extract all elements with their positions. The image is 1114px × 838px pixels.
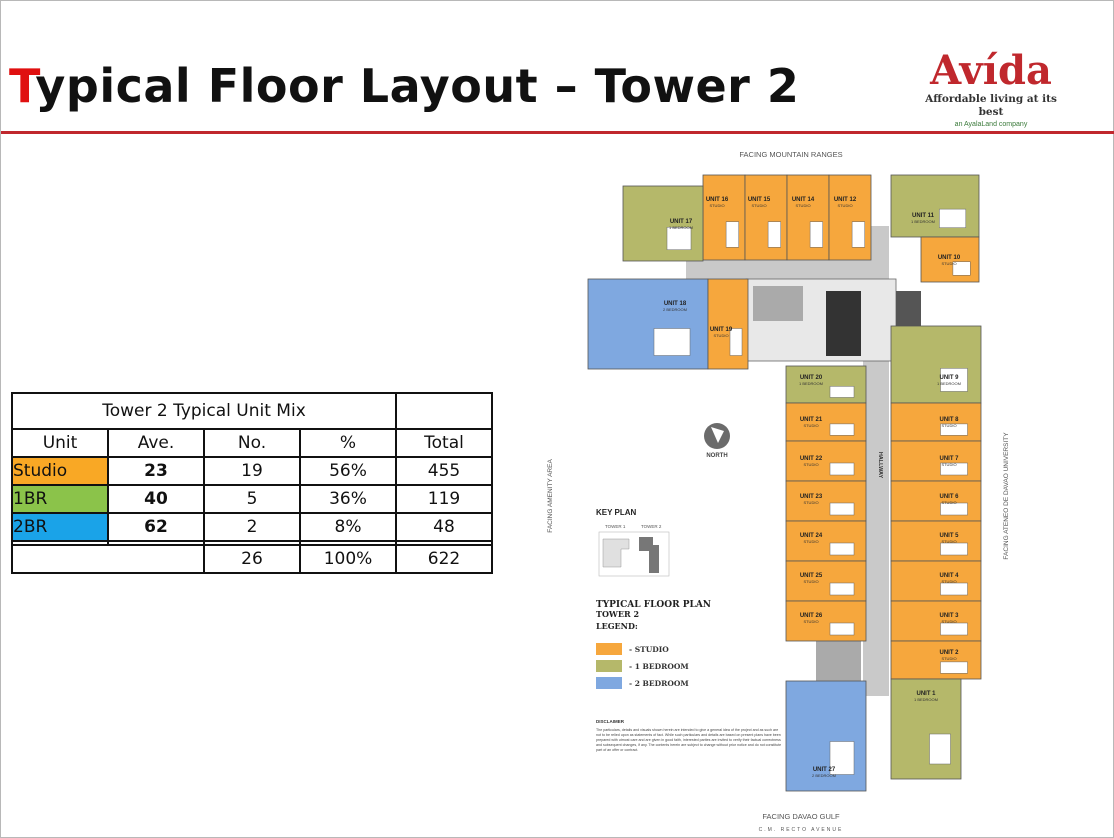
facing-left-label: FACING AMENITY AREA	[547, 459, 554, 533]
unit-type: STUDIO	[803, 462, 819, 467]
unit-type: STUDIO	[837, 203, 853, 208]
key-plan-tower2: TOWER 2	[641, 524, 662, 529]
unit-type: STUDIO	[941, 261, 957, 266]
table-row	[12, 513, 492, 541]
unit-type: STUDIO	[941, 462, 957, 467]
legend-label-1br: - 1 BEDROOM	[629, 662, 689, 671]
title-rest: ypical Floor Layout – Tower 2	[35, 59, 800, 113]
page-title	[9, 59, 799, 113]
toilet-bath	[830, 623, 854, 635]
cell-ave: 62	[108, 513, 204, 541]
elevator-core	[826, 291, 861, 356]
unit-name: UNIT 14	[791, 197, 815, 203]
unit-type: STUDIO	[713, 333, 729, 338]
unit-name: UNIT 8	[939, 417, 959, 423]
toilet-bath	[941, 623, 968, 635]
unit-type: 2 BEDROOM	[811, 773, 837, 778]
legend-swatch-studio	[596, 643, 622, 655]
unit-type: 2 BEDROOM	[662, 307, 688, 312]
unit-name: UNIT 10	[937, 255, 961, 261]
unit-name: UNIT 2	[939, 650, 959, 656]
unit-name: UNIT 24	[799, 533, 823, 539]
table-totals-row	[12, 545, 492, 573]
toilet-bath	[810, 222, 823, 248]
unit-mix-table	[11, 392, 493, 574]
cell-total-no: 26	[204, 545, 300, 573]
legend-label-studio: - STUDIO	[629, 645, 669, 654]
disclaimer-text: The particulars, details and visuals shown herein are intended to give a general idea of the project and as such are not to be relied upon as statements of fact. While such particulars and details are based on present plans have been prepared with utmost care and are given in good faith, interested parties are invited to verify their factual correctness and subsequent changes, if any. The contents herein are subject to change without prior notice and do not constitute part of an offer or contract.	[596, 728, 782, 752]
logo-subline: an AyalaLand company	[954, 121, 1028, 128]
unit-type: STUDIO	[941, 619, 957, 624]
legend-title: LEGEND:	[596, 621, 638, 631]
toilet-bath	[768, 222, 781, 248]
unit-name: UNIT 21	[799, 417, 823, 423]
table-row	[12, 457, 492, 485]
disclaimer-title: DISCLAIMER	[596, 719, 624, 724]
unit-name: UNIT 15	[747, 197, 771, 203]
toilet-bath	[941, 543, 968, 555]
title-divider	[1, 131, 1114, 134]
toilet-bath	[939, 209, 965, 228]
cell-totals-label	[12, 545, 204, 573]
cell-pct: 36%	[300, 485, 396, 513]
disclaimer-box	[596, 728, 784, 780]
unit-type: STUDIO	[803, 579, 819, 584]
table-header-row	[12, 429, 492, 457]
stair-bottom	[816, 641, 861, 681]
hallway-label: HALLWAY	[877, 451, 883, 479]
cell-ave: 40	[108, 485, 204, 513]
toilet-bath	[852, 222, 865, 248]
header-total: Total	[396, 429, 492, 457]
unit-name: UNIT 12	[833, 197, 857, 203]
toilet-bath	[667, 225, 694, 250]
plan-subtitle: TOWER 2	[596, 609, 640, 619]
header-unit: Unit	[12, 429, 108, 457]
unit-name: UNIT 19	[709, 327, 733, 333]
cell-unit: Studio	[12, 457, 108, 485]
key-plan-title: KEY PLAN	[596, 508, 637, 517]
unit-name: UNIT 17	[669, 219, 693, 225]
floor-plan	[541, 141, 1061, 837]
unit-name: UNIT 7	[939, 456, 959, 462]
unit-type: 1 BEDROOM	[910, 219, 936, 224]
unit-name: UNIT 23	[799, 494, 823, 500]
stair-top	[753, 286, 803, 321]
legend-swatch-2br	[596, 677, 622, 689]
cell-total: 455	[396, 457, 492, 485]
cell-no: 5	[204, 485, 300, 513]
facing-bottom-label: FACING DAVAO GULF	[762, 812, 840, 821]
north-label: NORTH	[706, 453, 728, 459]
key-plan-tower1: TOWER 1	[605, 524, 626, 529]
unit-type: STUDIO	[941, 656, 957, 661]
table-row	[12, 485, 492, 513]
key-plan-tower2-shape	[639, 537, 659, 573]
cell-ave: 23	[108, 457, 204, 485]
unit-type: STUDIO	[941, 423, 957, 428]
unit-name: UNIT 22	[799, 456, 823, 462]
unit-type: STUDIO	[941, 579, 957, 584]
cell-total-total: 622	[396, 545, 492, 573]
unit-name: UNIT 9	[939, 375, 959, 381]
unit-name: UNIT 26	[799, 613, 823, 619]
cell-total-pct: 100%	[300, 545, 396, 573]
unit-name: UNIT 18	[663, 301, 687, 307]
unit-type: STUDIO	[803, 539, 819, 544]
cell-total: 48	[396, 513, 492, 541]
street-bottom-label: C.M. RECTO AVENUE	[758, 827, 844, 833]
unit-type: STUDIO	[709, 203, 725, 208]
unit-name: UNIT 6	[939, 494, 959, 500]
unit-type: 1 BEDROOM	[668, 225, 694, 230]
unit-type: STUDIO	[803, 619, 819, 624]
unit-type: STUDIO	[803, 500, 819, 505]
header-no: No.	[204, 429, 300, 457]
logo-tagline: Affordable living at its best	[925, 93, 1057, 118]
facing-right-label: FACING ATENEO DE DAVAO UNIVERSITY	[1003, 432, 1010, 560]
header-ave: Ave.	[108, 429, 204, 457]
unit-type: 1 BEDROOM	[936, 381, 962, 386]
toilet-bath	[830, 386, 854, 397]
unit-name: UNIT 4	[939, 573, 959, 579]
cell-pct: 56%	[300, 457, 396, 485]
key-plan-tower1-shape	[603, 539, 629, 567]
unit-name: UNIT 16	[705, 197, 729, 203]
unit-type: STUDIO	[751, 203, 767, 208]
cell-no: 2	[204, 513, 300, 541]
unit-name: UNIT 25	[799, 573, 823, 579]
toilet-bath	[930, 734, 951, 764]
header-pct: %	[300, 429, 396, 457]
toilet-bath	[830, 583, 854, 595]
facing-top-label: FACING MOUNTAIN RANGES	[739, 150, 843, 159]
unit-type: STUDIO	[803, 423, 819, 428]
cell-unit: 1BR	[12, 485, 108, 513]
unit-type: STUDIO	[941, 500, 957, 505]
toilet-bath	[830, 463, 854, 475]
cell-pct: 8%	[300, 513, 396, 541]
cell-total: 119	[396, 485, 492, 513]
toilet-bath	[830, 543, 854, 555]
unit-name: UNIT 20	[799, 375, 823, 381]
cell-no: 19	[204, 457, 300, 485]
unit-name: UNIT 5	[939, 533, 959, 539]
toilet-bath	[830, 424, 854, 435]
legend-swatch-1br	[596, 660, 622, 672]
plan-title: TYPICAL FLOOR PLAN	[596, 600, 712, 610]
toilet-bath	[654, 329, 690, 356]
toilet-bath	[941, 662, 968, 673]
unit-name: UNIT 11	[911, 213, 935, 219]
toilet-bath	[941, 583, 968, 595]
toilet-bath	[726, 222, 739, 248]
toilet-bath	[830, 503, 854, 515]
legend-label-2br: - 2 BEDROOM	[629, 679, 689, 688]
table-caption-row	[12, 393, 492, 429]
unit-type: STUDIO	[795, 203, 811, 208]
title-first-letter: T	[9, 59, 36, 113]
unit-type: 1 BEDROOM	[798, 381, 824, 386]
unit-name: UNIT 1	[916, 691, 936, 697]
unit-type: 1 BEDROOM	[913, 697, 939, 702]
unit-type: STUDIO	[941, 539, 957, 544]
unit-name: UNIT 27	[812, 767, 836, 773]
logo-wordmark: Avída	[930, 47, 1052, 94]
table-caption: Tower 2 Typical Unit Mix	[12, 393, 396, 429]
unit-name: UNIT 3	[939, 613, 959, 619]
avida-logo	[911, 49, 1071, 130]
table-caption-empty	[396, 393, 492, 429]
cell-unit: 2BR	[12, 513, 108, 541]
